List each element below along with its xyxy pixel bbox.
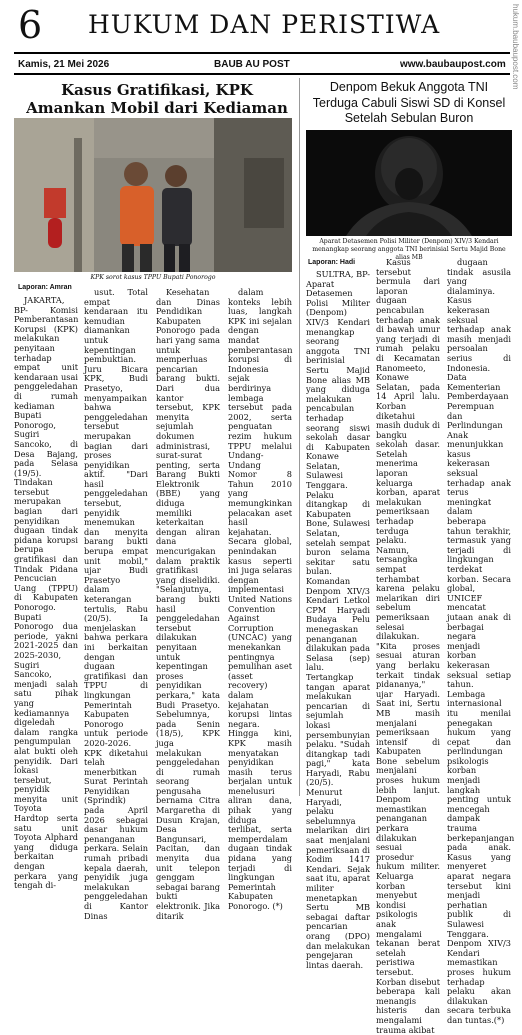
story2-column-3 xyxy=(447,257,515,1025)
story2-column-1-text: SULTRA, BP- Aparat Detasemen Polisi Militer (Denpom) XIV/3 Kendari menangkap seorang anggota TNI berinisial Sertu Majid Bone alias MB yang diduga melakukan pencabulan terhadap seorang siswi sekolah dasar di Kabupaten Konawe Selatan, Sulawesi Tenggara. Pelaku ditangkap di Kabupaten Bone, Sulawesi Selatan, setelah sempat buron selama sekitar satu bulan. Komandan Denpom XIV/3 Kendari Letkol CPM Haryadi Budaya Pelu menegaskan penanganan dilakukan pada Selasa (sep) lalu. Tertangkap tangan aparat melakukan pencarian di sejumlah lokasi persembunyian pelaku. "Sudah ditangkap tadi pagi," kata Haryadi, Rabu (20/5). Menurut Haryadi, pelaku sebelumnya melarikan diri saat menjalani pemeriksaan di Kodim 1417 Kendari. Sejak saat itu, aparat militer menetapkan Sertu MB sebagai daftar pencarian orang (DPO) dan melakukan pengejaran lintas daerah. xyxy=(306,269,370,970)
paper-website: www.baubaupost.com xyxy=(400,59,506,70)
issue-date: Kamis, 21 Mei 2026 xyxy=(18,59,110,70)
story1-column-4 xyxy=(228,287,293,911)
story1-column-3 xyxy=(156,287,220,921)
story1-photo xyxy=(14,118,292,272)
story2-photo xyxy=(306,130,512,236)
story2-headline: Denpom Bekuk Anggota TNI Terduga Cabuli Siswi SD di Konsel Setelah Sebulan Buron xyxy=(312,80,506,126)
masthead-rule-top xyxy=(14,52,510,54)
story1-reporter: Laporan: Amran xyxy=(18,284,72,291)
story1-column-1 xyxy=(14,295,79,891)
story2-column-2-text: Kasus tersebut bermula dari laporan dugaan pencabulan terhadap anak di bawah umur yang terjadi di rumah pelaku di Kecamatan Ranomeeto, Konawe Selatan, pada 14 April lalu. Korban diketahui masih duduk di bangku sekolah dasar. Setelah menerima laporan keluarga korban, aparat melakukan pemeriksaan terhadap terduga pelaku. Namun, tersangka sempat terhambat karena pelaku melarikan diri sebelum pemeriksaan selesai dilakukan. "Kita proses sesuai aturan yang berlaku terkait tindak pidananya," ujar Haryadi. Saat ini, Sertu MB masih menjalani pemeriksaan intensif di Kabupaten Bone sebelum menjalani proses hukum lebih lanjut. Denpom memastikan penanganan perkara dilakukan sesuai prosedur hukum militer. Keluarga korban menyebut kondisi psikologis anak mengalami tekanan berat setelah peristiwa tersebut. Korban disebut beberapa kali menangis histeris dan mengalami trauma akibat xyxy=(376,257,440,1035)
story2-column-3-text: dugaan tindak asusila yang dialaminya. Kasus kekerasan seksual terhadap anak masih menjadi persoalan serius di Indonesia. Data Kementerian Pemberdayaan Perempuan dan Perlindungan Anak menunjukkan kasus kekerasan seksual terhadap anak terus meningkat dalam beberapa tahun terakhir, termasuk yang terjadi di lingkungan terdekat korban. Secara global, UNICEF mencatat jutaan anak di berbagai negara menjadi korban kekerasan seksual setiap tahun. Lembaga internasional itu menilai penegakan hukum yang cepat dan perlindungan psikologis korban menjadi langkah penting untuk mencegah dampak trauma berkepanjangan pada anak. Kasus yang menyeret aparat negara tersebut kini menjadi perhatian publik di Sulawesi Tenggara. Denpom XIV/3 Kendari memastikan proses hukum terhadap pelaku akan dilakukan secara terbuka dan tuntas.(*) xyxy=(447,257,515,1025)
paper-name: BAUB AU POST xyxy=(214,59,290,70)
story1-column-2-text: usut. Total empat kendaraan itu kemudian diamankan untuk kepentingan pembuktian. Juru Bicara KPK, Budi Prasetyo, menyampaikan bahwa penggeledahan tersebut merupakan bagian dari proses penyidikan aktif. "Dari hasil penggeledahan tersebut, penyidik menemukan dan menyita barang bukti berupa empat unit mobil," ujar Budi Prasetyo dalam keterangan tertulis, Rabu (20/5). Ia menjelaskan bahwa perkara ini berkaitan dengan dugaan gratifikasi dan TPPU di lingkungan Pemerintah Kabupaten Ponorogo untuk periode 2020-2026. KPK diketahui telah menerbitkan Surat Perintah Penyidikan (Sprindik) pada April 2026 sebagai dasar hukum penanganan perkara. Selain rumah pribadi kepala daerah, penyidik juga melakukan penggeledahan di Kantor Dinas xyxy=(84,287,148,921)
story2-photo-caption: Aparat Detasemen Polisi Militer (Denpom) XIV/3 Kendari menangkap seorang anggota TNI berinisial Sertu Majid Bone alias MB xyxy=(312,238,506,261)
story-divider xyxy=(299,78,300,796)
masthead-rule-bottom xyxy=(14,73,510,75)
story2-column-2 xyxy=(376,257,440,1035)
story1-headline: Kasus Gratifikasi, KPK Amankan Mobil dari Kediaman xyxy=(26,81,288,117)
story1-column-1-text: JAKARTA, BP- Komisi Pemberantasan Korupsi (KPK) melakukan penyitaan terhadap empat unit kendaraan usai penggeledahan di rumah kediaman Bupati Ponorogo, Sugiri Sancoko, di Desa Bajang, pada Selasa (19/5). Tindakan tersebut merupakan bagian dari penyidikan dugaan tindak pidana korupsi berupa gratifikasi dan Tindak Pidana Pencucian Uang (TPPU) di Kabupaten Ponorogo. Bupati Ponorogo dua periode, yakni 2021-2025 dan 2025-2030, Sugiri Sancoko, menjadi salah satu pihak yang kediamannya digeledah dalam rangka pengumpulan alat bukti oleh penyidik. Dari lokasi tersebut, penyidik menyita unit Toyota Hardtop serta satu unit Toyota Alphard yang diduga berkaitan dengan perkara yang tengah di- xyxy=(14,295,79,891)
story2-column-1 xyxy=(306,269,370,970)
story1-column-3-text: Kesehatan dan Dinas Pendidikan Kabupaten Ponorogo pada hari yang sama untuk memperluas pencarian barang bukti. Dari dua kantor tersebut, KPK menyita sejumlah dokumen administrasi, surat-surat penting, serta Barang Bukti Elektronik (BBE) yang diduga memiliki keterkaitan dengan aliran dana mencurigakan dalam praktik gratifikasi yang diselidiki. "Selanjutnya, barang bukti hasil penggeledahan tersebut dilakukan penyitaan untuk kepentingan proses penyidikan perkara," kata Budi Prasetyo. Sebelumnya, pada Senin (18/5), KPK juga melakukan penggeledahan di rumah seorang pengusaha bernama Citra Margaretha di Dusun Krajan, Desa Bangunsari, Pacitan, dan menyita dua unit telepon genggam sebagai barang bukti elektronik. Jika ditarik xyxy=(156,287,220,921)
story1-photo-caption: KPK sorot kasus TPPU Bupati Ponorogo xyxy=(90,274,216,281)
story1-column-2 xyxy=(84,287,148,921)
story2-reporter: Laporan: Hadi xyxy=(308,259,356,266)
site-watermark: hukum.baubaupost.com xyxy=(511,4,520,90)
section-title: HUKUM DAN PERISTIWA xyxy=(88,10,441,39)
story1-column-4-text: dalam konteks lebih luas, langkah KPK ini sejalan dengan mandat pemberantasan korupsi di Indonesia sejak berdirinya lembaga tersebut pada 2002, serta penguatan rezim hukum TPPU melalui Undang-Undang Nomor 8 Tahun 2010 yang memungkinkan pelacakan aset hasil kejahatan. Secara global, penindakan kasus seperti ini juga selaras dengan implementasi United Nations Convention Against Corruption (UNCAC) yang menekankan pentingnya pemulihan aset (asset recovery) dalam kejahatan korupsi lintas negara. Hingga kini, KPK masih menyatakan penyidikan masih terus berjalan untuk menelusuri aliran dana, pihak yang diduga terlibat, serta memperdalam dugaan tindak pidana yang terjadi di lingkungan Pemerintah Kabupaten Ponorogo. (*) xyxy=(228,287,293,911)
page-number: 6 xyxy=(18,3,43,47)
